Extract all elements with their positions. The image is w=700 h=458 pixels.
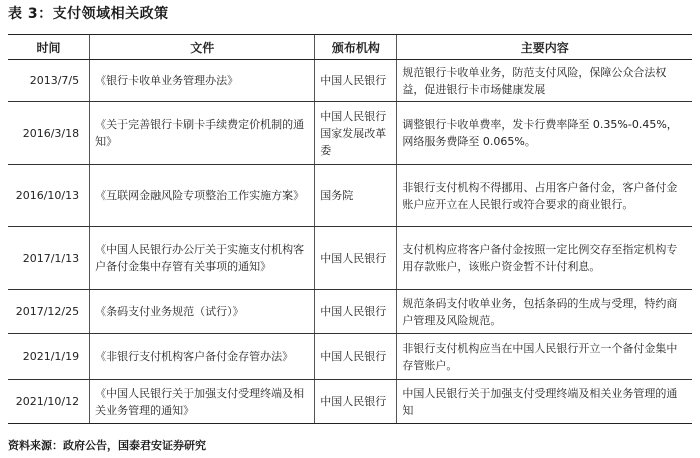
- cell-file: 《非银行支付机构客户备付金存管办法》: [90, 334, 315, 380]
- policy-table: [8, 34, 692, 424]
- cell-date: 2016/10/13: [8, 165, 90, 227]
- cell-content: 非银行支付机构应当在中国人民银行开立一个备付金集中存管账户。: [397, 334, 692, 380]
- cell-content: 非银行支付机构不得挪用、占用客户备付金，客户备付金账户应开立在人民银行或符合要求的商业银行。: [397, 165, 692, 227]
- cell-content: 支付机构应将客户备付金按照一定比例交存至指定机构专用存款账户，该账户资金暂不计付利息。: [397, 227, 692, 290]
- cell-dept: 中国人民银行国家发展改革委: [315, 102, 397, 165]
- cell-dept: 中国人民银行: [315, 290, 397, 334]
- cell-file: 《中国人民银行关于加强支付受理终端及相关业务管理的通知》: [90, 380, 315, 424]
- cell-dept: 中国人民银行: [315, 334, 397, 380]
- cell-dept: 中国人民银行: [315, 60, 397, 102]
- header-date: 时间: [8, 35, 90, 60]
- cell-file: 《银行卡收单业务管理办法》: [90, 60, 315, 102]
- cell-file: 《关于完善银行卡刷卡手续费定价机制的通知》: [90, 102, 315, 165]
- header-content: 主要内容: [397, 35, 692, 60]
- table-header-row: [8, 35, 692, 60]
- header-file: 文件: [90, 35, 315, 60]
- table-row: [8, 334, 692, 380]
- cell-dept: 中国人民银行: [315, 380, 397, 424]
- cell-dept: 中国人民银行: [315, 227, 397, 290]
- cell-date: 2013/7/5: [8, 60, 90, 102]
- source-note: 资料来源：政府公告，国泰君安证券研究: [8, 439, 206, 452]
- cell-file: 《中国人民银行办公厅关于实施支付机构客户备付金集中存管有关事项的通知》: [90, 227, 315, 290]
- cell-content: 调整银行卡收单费率，发卡行费率降至 0.35%-0.45%，网络服务费降至 0.065%。: [397, 102, 692, 165]
- cell-content: 中国人民银行关于加强支付受理终端及相关业务管理的通知: [397, 380, 692, 424]
- cell-date: 2021/10/12: [8, 380, 90, 424]
- table-row: [8, 227, 692, 290]
- table-title: 表 3：支付领域相关政策: [8, 6, 169, 22]
- cell-date: 2021/1/19: [8, 334, 90, 380]
- cell-dept: 国务院: [315, 165, 397, 227]
- table-row: [8, 290, 692, 334]
- table-row: [8, 102, 692, 165]
- table-row: [8, 165, 692, 227]
- cell-date: 2017/1/13: [8, 227, 90, 290]
- table-row: [8, 60, 692, 102]
- cell-file: 《互联网金融风险专项整治工作实施方案》: [90, 165, 315, 227]
- table-row: [8, 380, 692, 424]
- cell-content: 规范银行卡收单业务，防范支付风险，保障公众合法权益，促进银行卡市场健康发展: [397, 60, 692, 102]
- header-dept: 颁布机构: [315, 35, 397, 60]
- cell-file: 《条码支付业务规范（试行）》: [90, 290, 315, 334]
- cell-date: 2017/12/25: [8, 290, 90, 334]
- cell-content: 规范条码支付收单业务，包括条码的生成与受理，特约商户管理及风险规范。: [397, 290, 692, 334]
- cell-date: 2016/3/18: [8, 102, 90, 165]
